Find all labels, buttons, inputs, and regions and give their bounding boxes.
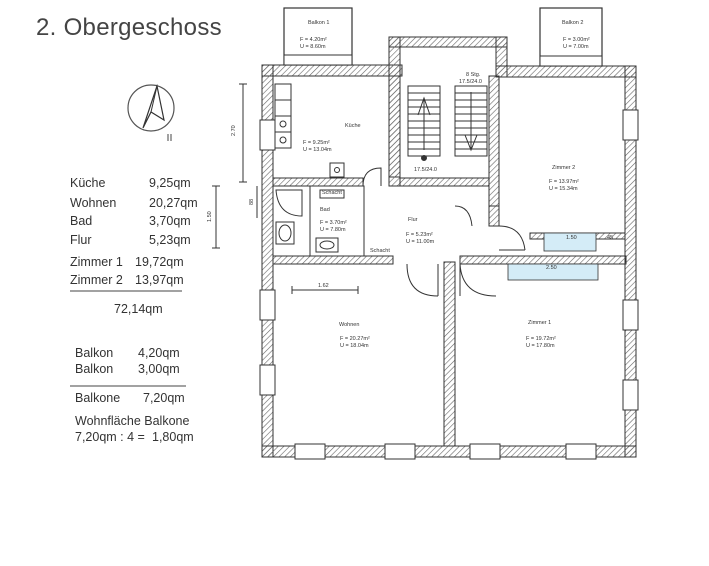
- north-arrow-icon: [128, 85, 174, 141]
- flur-f: F = 5.23m²: [406, 232, 433, 238]
- balkon2-name: Balkon 2: [562, 20, 584, 26]
- area-value: 5,23qm: [149, 233, 191, 247]
- balkon-value-2: 3,00qm: [138, 362, 180, 376]
- zimmer1-u: U = 17.80m: [526, 343, 555, 349]
- kueche-name: Küche: [345, 123, 361, 129]
- area-label: Wohnen: [70, 196, 117, 210]
- staircase: [408, 86, 487, 161]
- zimmer1-name: Zimmer 1: [528, 320, 552, 326]
- balkon-label-1: Balkon: [75, 346, 114, 360]
- zimmer2-name: Zimmer 2: [552, 165, 576, 171]
- balkon2-u: U = 7.00m: [563, 44, 589, 50]
- area-label: Zimmer 2: [70, 273, 123, 287]
- balkon1-u: U = 8.60m: [300, 44, 326, 50]
- dim-45: 45: [607, 235, 614, 241]
- wohnen-f: F = 20.27m²: [340, 336, 370, 342]
- wohnen-name: Wohnen: [339, 322, 360, 328]
- wohnflaeche-label: Wohnfläche Balkone: [75, 414, 190, 428]
- zimmer2-f: F = 13.97m²: [549, 179, 579, 185]
- area-total: 72,14qm: [114, 302, 163, 316]
- page-title: 2. Obergeschoss: [36, 14, 222, 41]
- area-value: 9,25qm: [149, 176, 191, 190]
- kueche-u: U = 13.04m: [303, 147, 332, 153]
- area-value: 13,97qm: [135, 273, 184, 287]
- schacht-label-2: Schacht: [370, 248, 390, 254]
- balkone-sum-label: Balkone: [75, 391, 121, 405]
- balkon1-name: Balkon 1: [308, 20, 330, 26]
- schacht-label: Schacht: [322, 190, 342, 196]
- area-label: Bad: [70, 214, 93, 228]
- dim-270: 2.70: [231, 125, 237, 136]
- balkone-sum-value: 7,20qm: [143, 391, 185, 405]
- stair-ratio-top: 17.5/24.0: [459, 79, 482, 85]
- zimmer2-u: U = 15.34m: [549, 186, 578, 192]
- kitchen-fixtures: [275, 84, 344, 177]
- area-value: 19,72qm: [135, 255, 184, 269]
- flur-name: Flur: [408, 217, 418, 223]
- area-label: Zimmer 1: [70, 255, 123, 269]
- balkon2-f: F = 3.00m²: [563, 37, 590, 43]
- kueche-f: F = 9.25m²: [303, 140, 330, 146]
- area-label: Küche: [70, 176, 106, 190]
- area-label: Flur: [70, 233, 92, 247]
- zimmer1-f: F = 19.72m²: [526, 336, 556, 342]
- balkon-label-2: Balkon: [75, 362, 114, 376]
- bad-u: U = 7.80m: [320, 227, 346, 233]
- bad-name: Bad: [320, 207, 330, 213]
- wohnen-u: U = 18.04m: [340, 343, 369, 349]
- bad-f: F = 3.70m²: [320, 220, 347, 226]
- wohnflaeche-formula: 7,20qm : 4 =: [75, 430, 145, 444]
- dim-150: 1.50: [207, 211, 213, 222]
- balkon1-f: F = 4.20m²: [300, 37, 327, 43]
- area-value: 20,27qm: [149, 196, 198, 210]
- wohnflaeche-result: 1,80qm: [152, 430, 194, 444]
- dim-150b: 1.50: [566, 235, 577, 241]
- dim-88: 88: [249, 198, 255, 205]
- stair-ratio-mid: 17.5/24.0: [414, 167, 437, 173]
- dim-250: 2.50: [546, 265, 557, 271]
- area-value: 3,70qm: [149, 214, 191, 228]
- balkon-value-1: 4,20qm: [138, 346, 180, 360]
- flur-u: U = 11.00m: [406, 239, 435, 245]
- dim-162: 1.62: [318, 283, 329, 289]
- stair-steps: 8 Stg.: [466, 72, 481, 78]
